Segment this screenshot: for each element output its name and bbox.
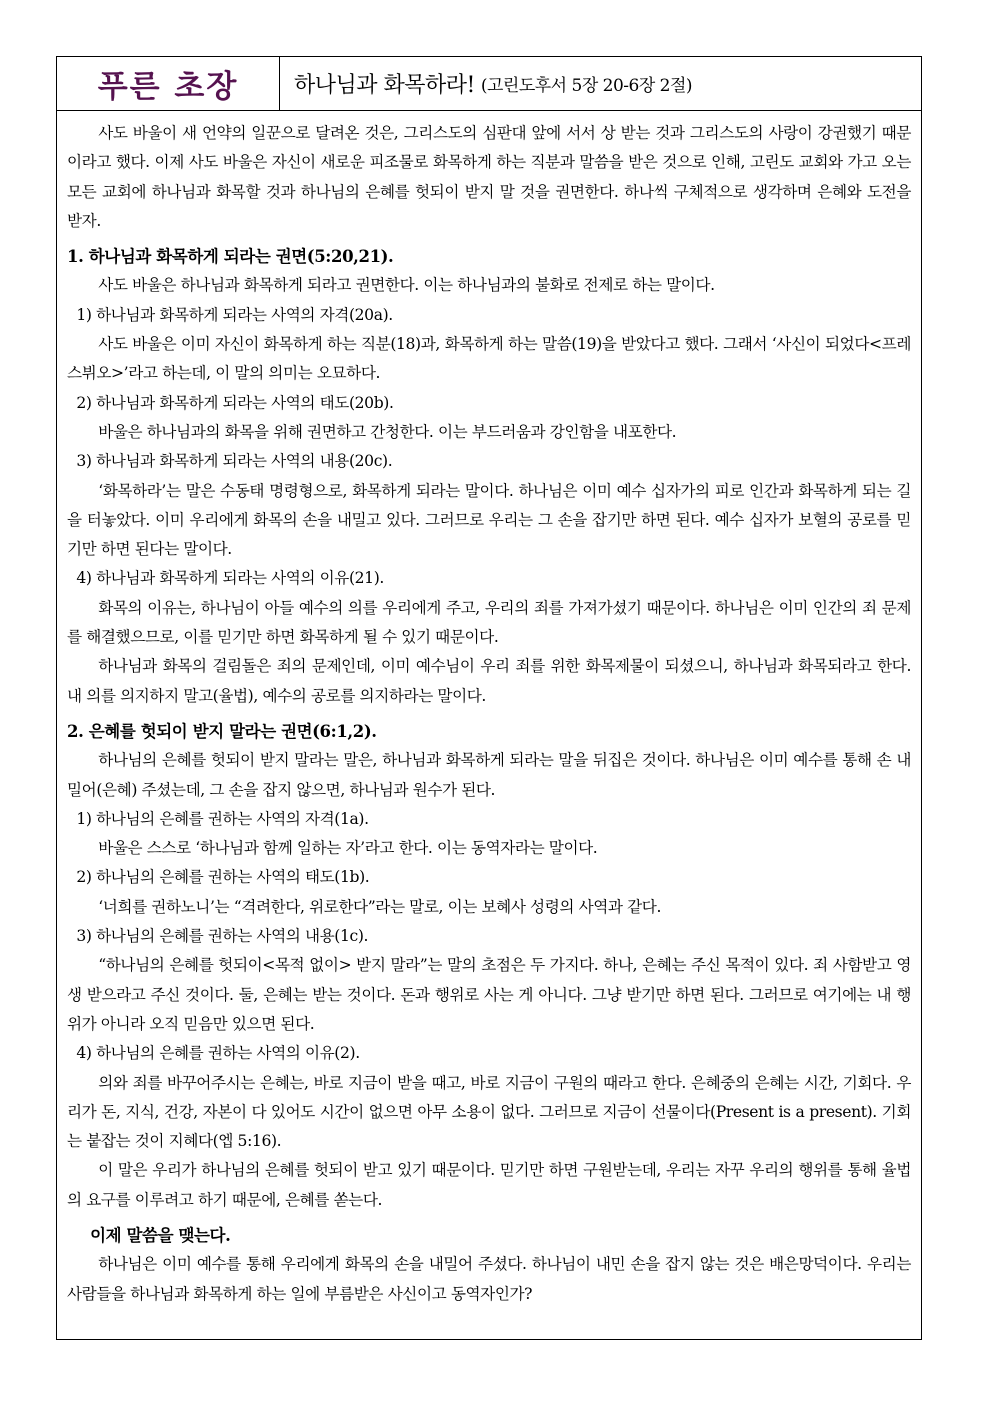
- intro-paragraph: 사도 바울이 새 언약의 일꾼으로 달려온 것은, 그리스도의 심판대 앞에 서서 상 받는 것과 그리스도의 사랑이 강권했기 때문이라고 했다. 이제 사도 바울은 자신이 새로운 피조물로 화목하게 하는 직분과 말씀을 받은 것으로 인해, 고린도 교회와 가고 오는 모든 교회에 하나님과 화목할 것과 하나님의 은혜를 헛되이 받지 말 것을 권면한다. 하나씩 구체적으로 생각하며 은혜와 도전을 받자.: [67, 124, 911, 230]
- section-heading: 1. 하나님과 화목하게 되라는 권면(5:20,21).: [67, 247, 394, 267]
- point-title: 4) 하나님의 은혜를 권하는 사역의 이유(2).: [76, 1044, 360, 1063]
- point-body: ‘화목하라’는 말은 수동태 명령형으로, 화목하게 되라는 말이다. 하나님은 이미 예수 십자가의 피로 인간과 화목하게 되는 길을 터놓았다. 이미 우리에게 화목의 손을 내밀고 있다. 그러므로 우리는 그 손을 잡기만 하면 된다. 예수 십자가 보혈의 공로를 믿기만 하면 된다는 말이다.: [67, 481, 911, 559]
- point-body: “하나님의 은혜를 헛되이<목적 없이> 받지 말라”는 말의 초점은 두 가지다. 하나, 은혜는 주신 목적이 있다. 죄 사함받고 영생 받으라고 주신 것이다. 둘, 은혜는 받는 것이다. 돈과 행위로 사는 게 아니다. 그냥 받기만 하면 된다. 그러므로 여기에는 내 행위가 아니라 오직 믿음만 있으면 된다.: [67, 956, 911, 1033]
- point-title: 3) 하나님의 은혜를 권하는 사역의 내용(1c).: [76, 927, 369, 946]
- point-title: 1) 하나님과 화목하게 되라는 사역의 자격(20a).: [76, 305, 393, 324]
- section-lead: 하나님의 은혜를 헛되이 받지 말라는 말은, 하나님과 화목하게 되라는 말을 뒤집은 것이다. 하나님은 이미 예수를 통해 손 내밀어(은혜) 주셨는데, 그 손을 잡지 않으면, 하나님과 원수가 된다.: [67, 751, 911, 799]
- document-frame: [56, 56, 922, 1340]
- point-body: ‘너희를 권하노니’는 “격려한다, 위로한다”라는 말로, 이는 보혜사 성령의 사역과 같다.: [98, 897, 662, 916]
- point-body: 사도 바울은 이미 자신이 화목하게 하는 직분(18)과, 화목하게 하는 말씀(19)을 받았다고 했다. 그래서 ‘사신이 되었다<프레스뷔오>’라고 하는데, 이 말의 의미는 오묘하다.: [67, 335, 911, 383]
- point-body: 이 말은 우리가 하나님의 은혜를 헛되이 받고 있기 때문이다. 믿기만 하면 구원받는데, 우리는 자꾸 우리의 행위를 통해 율법의 요구를 이루려고 하기 때문에, 은혜를 쏟는다.: [67, 1161, 911, 1209]
- section-heading: 2. 은혜를 헛되이 받지 말라는 권면(6:1,2).: [67, 721, 377, 741]
- point-body: 하나님과 화목의 걸림돌은 죄의 문제인데, 이미 예수님이 우리 죄를 위한 화목제물이 되셨으니, 하나님과 화목되라고 한다. 내 의를 의지하지 말고(율법), 예수의 공로를 의지하라는 말이다.: [67, 657, 911, 705]
- point-body: 바울은 스스로 ‘하나님과 함께 일하는 자’라고 한다. 이는 동역자라는 말이다.: [98, 839, 598, 858]
- brand-title: 푸른 초장: [57, 57, 280, 110]
- sermon-title: 하나님과 화목하라!: [294, 73, 475, 98]
- closing-body: 하나님은 이미 예수를 통해 우리에게 화목의 손을 내밀어 주셨다. 하나님이 내민 손을 잡지 않는 것은 배은망덕이다. 우리는 사람들을 하나님과 화목하게 하는 일에 부름받은 사신이고 동역자인가?: [67, 1255, 911, 1303]
- scripture-reference: (고린도후서 5장 20-6장 2절): [480, 76, 693, 96]
- point-body: 화목의 이유는, 하나님이 아들 예수의 의를 우리에게 주고, 우리의 죄를 가져가셨기 때문이다. 하나님은 이미 인간의 죄 문제를 해결했으므로, 이를 믿기만 하면 화목하게 될 수 있기 때문이다.: [67, 598, 911, 647]
- sermon-body: [57, 111, 921, 1309]
- sermon-title-box: [280, 57, 921, 110]
- point-title: 4) 하나님과 화목하게 되라는 사역의 이유(21).: [76, 569, 384, 588]
- point-title: 2) 하나님의 은혜를 권하는 사역의 태도(1b).: [76, 868, 370, 887]
- point-body: 바울은 하나님과의 화목을 위해 권면하고 간청한다. 이는 부드러움과 강인함을 내포한다.: [98, 422, 677, 441]
- point-title: 1) 하나님의 은혜를 권하는 사역의 자격(1a).: [76, 809, 369, 828]
- point-title: 3) 하나님과 화목하게 되라는 사역의 내용(20c).: [76, 452, 393, 471]
- point-title: 2) 하나님과 화목하게 되라는 사역의 태도(20b).: [76, 393, 394, 412]
- section-lead: 사도 바울은 하나님과 화목하게 되라고 권면한다. 이는 하나님과의 불화로 전제로 하는 말이다.: [98, 276, 715, 295]
- header: [57, 57, 921, 111]
- point-body: 의와 죄를 바꾸어주시는 은혜는, 바로 지금이 받을 때고, 바로 지금이 구원의 때라고 한다. 은혜중의 은혜는 시간, 기회다. 우리가 돈, 지식, 건강, 자본이 다 있어도 시간이 없으면 아무 소용이 없다. 그러므로 지금이 선물이다(Present is a present). 기회는 붙잡는 것이 지혜다(엡 5:16).: [67, 1073, 911, 1151]
- closing-heading: 이제 말씀을 맺는다.: [90, 1225, 231, 1245]
